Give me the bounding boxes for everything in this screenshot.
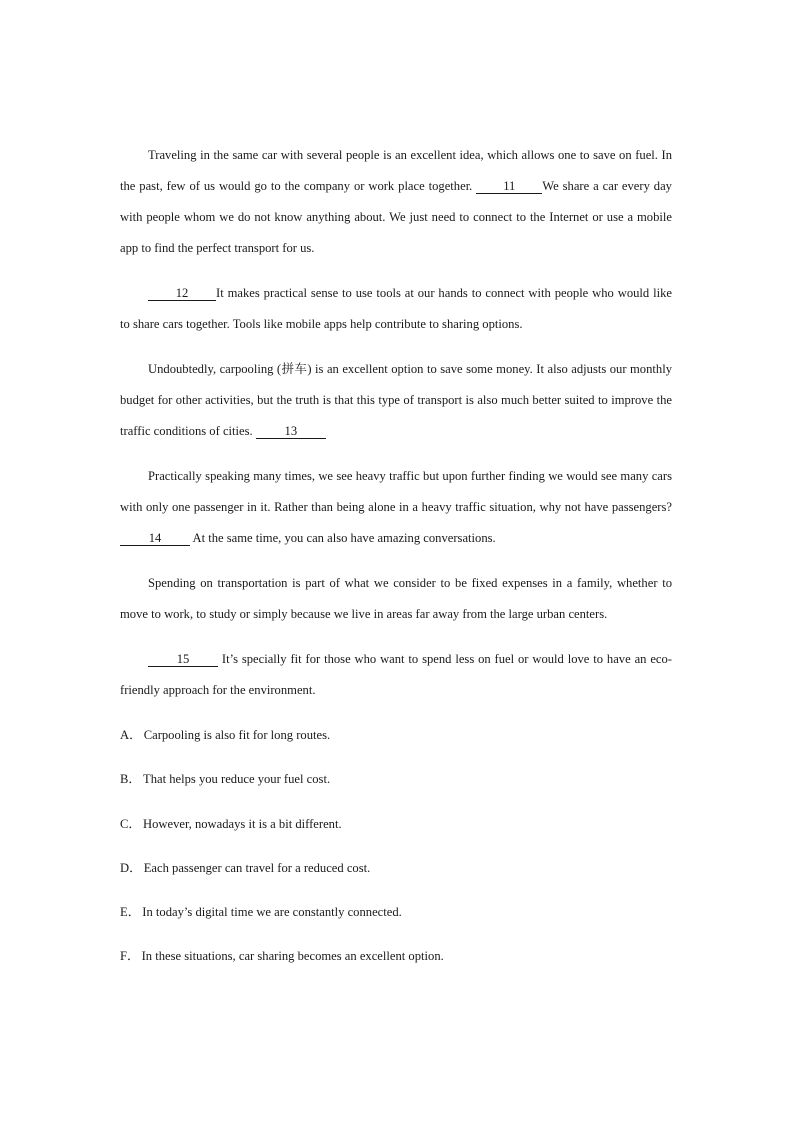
- option-text: Each passenger can travel for a reduced cost.: [143, 860, 371, 875]
- option-text: In these situations, car sharing becomes an excellent option.: [141, 949, 444, 964]
- option-text: In today’s digital time we are constantly connected.: [142, 905, 402, 920]
- option-c: [120, 809, 672, 840]
- option-a: [120, 720, 672, 751]
- answer-blank-11: 11: [476, 179, 542, 194]
- option-text: However, nowadays it is a bit different.: [143, 816, 342, 831]
- paragraph-text: Practically speaking many times, we see heavy traffic but upon further finding we would see many cars with only one passenger in it. Rather than being alone in a heavy traffic situation, why not have passengers?: [120, 469, 672, 514]
- option-letter: F．: [120, 949, 140, 964]
- paragraph-text: At the same time, you can also have amazing conversations.: [192, 531, 496, 545]
- document-page: [120, 140, 672, 986]
- answer-blank-15: 15: [148, 652, 218, 667]
- paragraph-text: We share a car every day with people whom we do not know anything about. We just need to connect to the Internet or use a mobile app to find the perfect transport for us.: [120, 179, 672, 255]
- paragraph-text: Traveling in the same car with several people is an excellent idea, which allows one to save on fuel. In the past, few of us would go to the company or work place together.: [120, 148, 672, 193]
- paragraph-text: Undoubtedly, carpooling (拼车) is an excellent option to save some money. It also adjusts our monthly budget for other activities, but the truth is that this type of transport is also much better suited to improve the traffic conditions of cities.: [120, 362, 672, 438]
- passage-paragraph-4: [120, 461, 672, 554]
- passage-paragraph-2: [120, 278, 672, 340]
- passage-paragraph-5: [120, 568, 672, 630]
- option-d: [120, 853, 672, 884]
- option-text: That helps you reduce your fuel cost.: [143, 772, 331, 787]
- option-letter: C．: [120, 816, 141, 831]
- answer-blank-12: 12: [148, 286, 216, 301]
- option-letter: A．: [120, 728, 142, 742]
- passage-paragraph-6: [120, 644, 672, 706]
- paragraph-text: It’s specially fit for those who want to spend less on fuel or would love to have an eco-friendly approach for the environment.: [120, 652, 672, 697]
- passage-paragraph-3: [120, 354, 672, 447]
- paragraph-text: Spending on transportation is part of what we consider to be fixed expenses in a family, whether to move to work, to study or simply because we live in areas far away from the large urban centers.: [120, 576, 672, 621]
- option-letter: B．: [120, 772, 141, 787]
- option-e: [120, 897, 672, 928]
- option-letter: E．: [120, 905, 141, 920]
- option-text: Carpooling is also fit for long routes.: [143, 728, 331, 742]
- paragraph-text: It makes practical sense to use tools at our hands to connect with people who would like to share cars together. Tools like mobile apps help contribute to sharing options.: [120, 286, 672, 331]
- answer-blank-14: 14: [120, 531, 190, 546]
- options-list: [120, 720, 672, 972]
- answer-blank-13: 13: [256, 424, 326, 439]
- option-b: [120, 764, 672, 795]
- option-letter: D．: [120, 860, 142, 875]
- option-f: [120, 941, 672, 972]
- passage-paragraph-1: [120, 140, 672, 264]
